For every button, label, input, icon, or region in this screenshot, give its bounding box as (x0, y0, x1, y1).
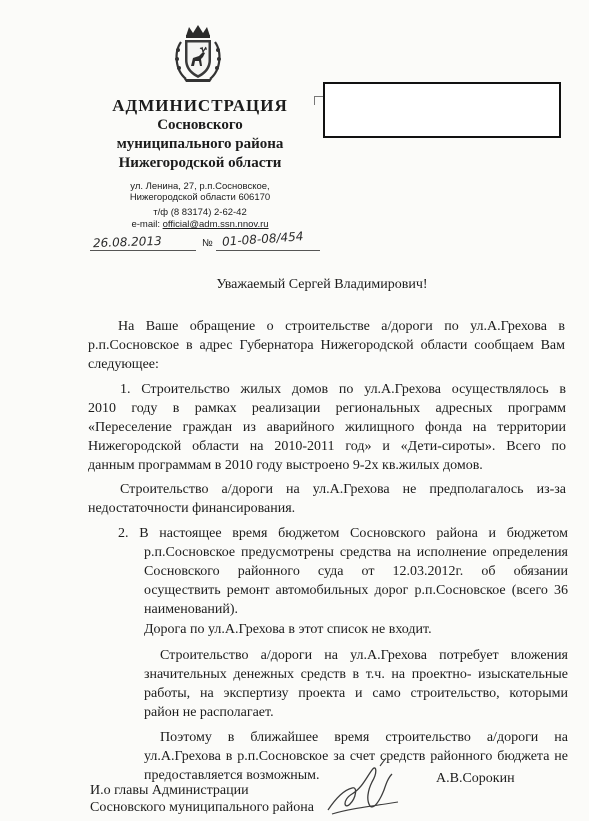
body-line: р.п.Сосновское предусмотрены средства на исполнение определения (144, 545, 568, 560)
body-line: Сосновского районного суда от 12.03.2012г. об обязании (144, 564, 568, 579)
org-title: АДМИНИСТРАЦИЯ (112, 96, 288, 115)
number-sign: № (202, 238, 213, 249)
signer-position-line2: Сосновского муниципального района (90, 800, 314, 815)
address-line2: Нижегородской области 606170 (129, 192, 271, 203)
body-line: осуществить ремонт автомобильных дорог р.п.Сосновское (всего 36 (144, 583, 568, 598)
signer-name: А.В.Сорокин (436, 771, 515, 786)
org-title-line2: Сосновского (157, 117, 243, 133)
body-line: р.п.Сосновское в адрес Губернатора Нижегородской области сообщаем Вам (88, 338, 565, 353)
body-line: Поэтому в ближайшее время строительство а/дороги на (160, 730, 568, 745)
date-underline (90, 250, 196, 251)
body-line: «Переселение граждан из аварийного жилищного фонда на территории (88, 420, 566, 435)
body-line: Нижегородской области на 2010-2011 год» и «Дети-сироты». Всего по (88, 439, 566, 454)
email-label: e-mail: (131, 219, 163, 230)
handwritten-number: 01-08-08/454 (221, 229, 304, 249)
corner-mark (314, 96, 323, 105)
greeting: Уважаемый Сергей Владимирович! (216, 277, 428, 292)
signer-position-line1: И.о главы Администрации (90, 783, 249, 798)
handwritten-signature-icon (322, 756, 402, 818)
email-link[interactable]: official@adm.ssn.nnov.ru (162, 219, 269, 230)
number-underline (216, 250, 320, 251)
body-line: 2. В настоящее время бюджетом Сосновского района и бюджетом (118, 526, 568, 541)
org-title-line3: муниципального района (116, 136, 284, 152)
body-line: Строительство а/дороги на ул.А.Грехова не предполагалось из-за (120, 482, 566, 497)
org-title-line4: Нижегородской области (118, 155, 282, 171)
body-line: 1. Строительство жилых домов по ул.А.Грехова осуществлялось в (120, 382, 566, 397)
body-line: следующее: (88, 357, 159, 372)
outgoing-number-line (90, 229, 330, 256)
body-line: ул.А.Грехова в р.п.Сосновское за счет средств районного бюджета не (144, 749, 568, 764)
body-line: данным программам в 2010 году выстроено 9-2х кв.жилых домов. (88, 458, 483, 473)
body-line: На Ваше обращение о строительстве а/дороги по ул.А.Грехова в (118, 319, 565, 334)
redacted-addressee-box (323, 82, 561, 138)
address-line1: ул. Ленина, 27, р.п.Сосновское, (130, 181, 270, 192)
body-line: 2010 году в рамках реализации региональных адресных программ (88, 401, 566, 416)
body-line: недостаточности финансирования. (88, 501, 296, 516)
body-line: район не располагает. (144, 705, 274, 720)
handwritten-date: 26.08.2013 (92, 233, 162, 251)
body-line: наименований). (144, 602, 239, 617)
coat-of-arms-icon (172, 22, 224, 84)
body-line: предоставляется возможным. (144, 768, 320, 783)
body-line: Строительство а/дороги на ул.А.Грехова потребует вложения (160, 648, 568, 663)
body-line: Дорога по ул.А.Грехова в этот список не входит. (144, 622, 432, 637)
body-line: работы, на экспертизу проекта и само строительство, которыми (144, 686, 568, 701)
phone-fax: т/ф (8 83174) 2-62-42 (153, 207, 247, 218)
email-line (100, 219, 300, 230)
body-line: значительных денежных средств в т.ч. на проектно- изыскательные (144, 667, 568, 682)
